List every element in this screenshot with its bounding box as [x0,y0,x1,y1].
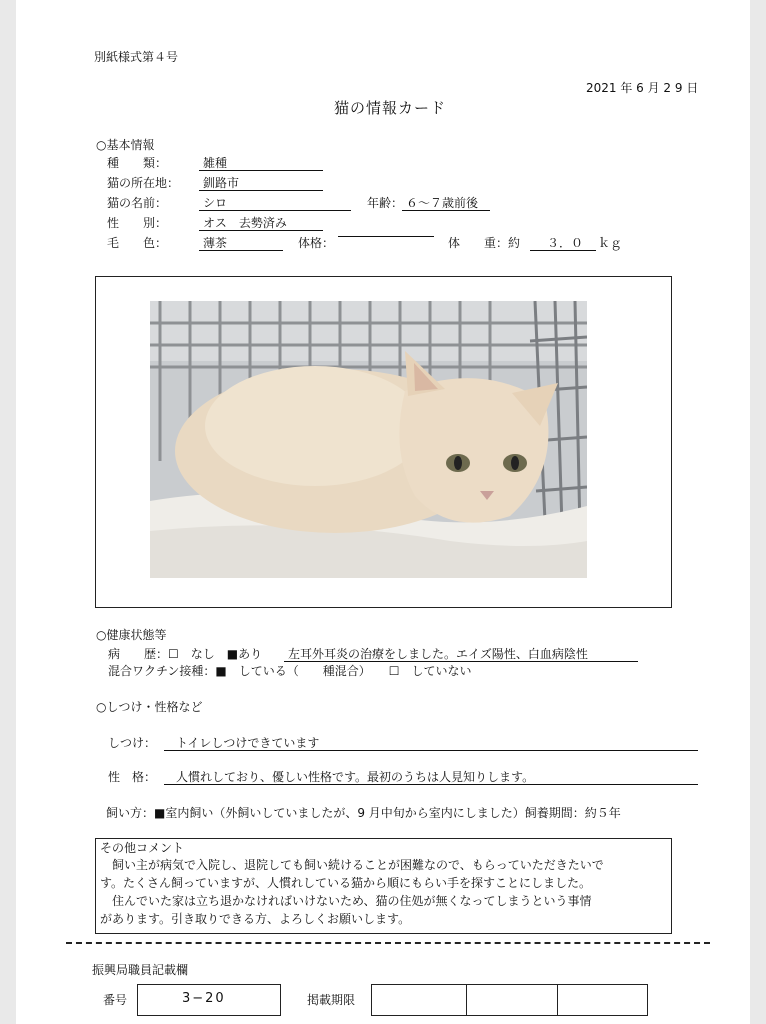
comment-line: があります。引き取りできる方、よろしくお願いします。 [100,912,411,926]
office-heading: 振興局職員記載欄 [92,963,189,977]
name-label: 猫の名前： [107,196,168,210]
build-value [338,236,434,237]
medical-history-value: 左耳外耳炎の治療をしました。エイズ陽性、白血病陰性 [284,647,638,662]
period-cell [557,984,648,1016]
document-date: 2021 年 6 月 2 9 日 [586,81,699,95]
weight-label: 体 重：約 [448,236,521,250]
location-label: 猫の所在地： [107,176,180,190]
weight-value: ３．０ [530,236,596,251]
comment-heading: その他コメント [100,841,185,855]
weight-unit: ｋｇ [598,236,623,250]
cat-photo [150,301,587,578]
period-cell [371,984,467,1016]
comment-line: 飼い主が病気で入院し、退院しても飼い続けることが困難なので、もらっていただきたいで [100,858,604,872]
form-number: 別紙様式第４号 [94,50,179,64]
sex-label: 性 別： [107,216,168,230]
basic-info-heading: ○基本情報 [96,138,155,152]
number-value: 3−20 [182,991,226,1006]
shitsuke-label: しつけ： [108,736,157,750]
type-value: 雑種 [199,156,323,171]
coat-color-label: 毛 色： [107,236,168,250]
comment-line: 住んでいた家は立ち退かなければいけないため、猫の住処が無くなってしまうという事情 [100,894,592,908]
period-label: 掲載期限 [307,993,356,1007]
personality-value: 人慣れしており、優しい性格です。最初のうちは人見知りします。 [164,770,698,785]
page-title: 猫の情報カード [334,99,447,117]
name-value: シロ [199,196,351,211]
comment-line: す。たくさん飼っていますが、人慣れしている猫から順にもらい手を探すことにしました。 [100,876,592,890]
vaccine-row: 混合ワクチン接種：■ している（ 種混合） ☐ していない [108,664,472,678]
build-label: 体格： [298,236,335,250]
age-value: ６〜７歳前後 [402,196,490,211]
dashed-divider [66,942,710,944]
sex-value: オス 去勢済み [199,216,323,231]
training-heading: ○しつけ・性格など [96,700,203,714]
number-label: 番号 [103,993,128,1007]
medical-history-label: 病 歴：☐ なし ■あり [108,647,263,661]
shitsuke-value: トイレしつけできています [164,736,698,751]
keeping-style: 飼い方：■室内飼い（外飼いしていましたが、9 月中旬から室内にしました）飼養期間：約５年 [106,806,621,820]
type-label: 種 類： [107,156,168,170]
location-value: 釧路市 [199,176,323,191]
age-label: 年齢： [367,196,404,210]
period-cell [466,984,558,1016]
personality-label: 性 格： [108,770,157,784]
health-heading: ○健康状態等 [96,628,167,642]
coat-color-value: 薄茶 [199,236,283,251]
